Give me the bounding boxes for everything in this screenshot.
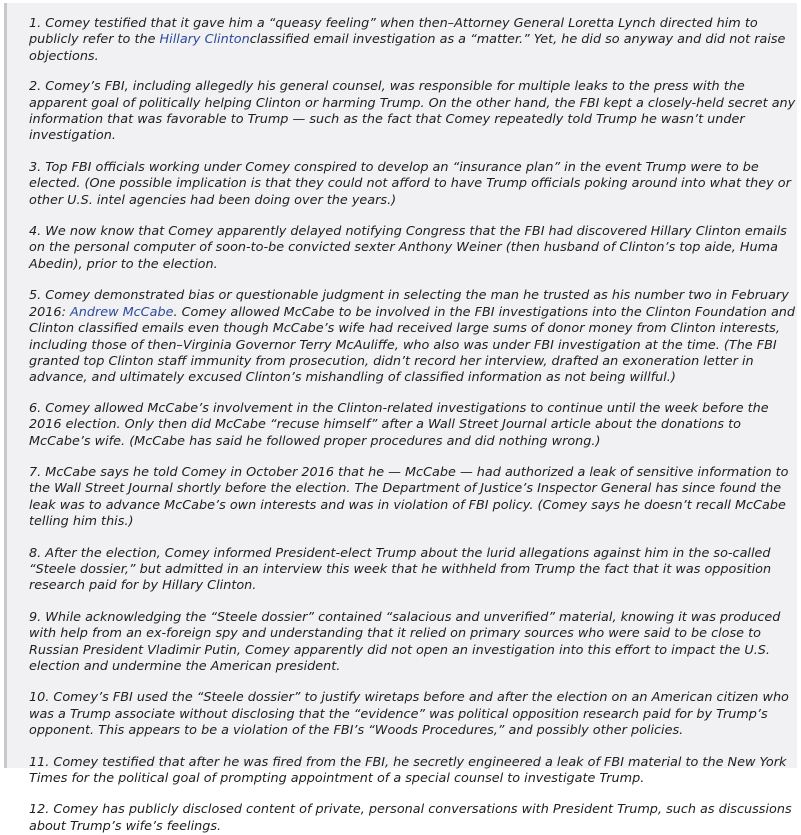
- item-text-after: . Comey allowed McCabe to be involved in the FBI investigations into the Clinton Foundation and Clinton classified emails even though McCabe’s wife had received large sums of donor money from Clinton interests, including those of then–Virginia Governor Terry McAuliffe, who also was under FBI investigation at the time. (The FBI granted top Clinton staff immunity from prosecution, didn’t record her interview, drafted an exoneration letter in advance, and ultimately excused Clinton’s mishandling of classified information as not being willful.): [29, 304, 796, 386]
- list-item-7: 7. McCabe says he told Comey in October 2016 that he — McCabe — had authorized a leak of sensitive information to the Wall Street Journal shortly before the election. The Department of Justice’s Inspector General has since found the leak was to advance McCabe’s own interests and was in violation of FBI policy. (Comey says he doesn’t recall McCabe telling him this.): [29, 464, 789, 530]
- item-text-before: 1. Comey testified that it gave him a “queasy feeling” when then–Attorney General Loretta Lynch directed him to publicly refer to the: [29, 16, 758, 48]
- list-item-6: 6. Comey allowed McCabe’s involvement in the Clinton-related investigations to continue until the week before the 2016 election. Only then did McCabe “recuse himself” after a Wall Street Journal article about the donations to McCabe’s wife. (McCabe has said he followed proper procedures and did nothing wrong.): [29, 400, 769, 449]
- item-text-before: 5. Comey demonstrated bias or questionable judgment in selecting the man he trusted as his number two in February 2016:: [29, 288, 789, 320]
- item-text-after: classified email investigation as a “matter.” Yet, he did so anyway and did not raise objections.: [29, 32, 786, 64]
- list-item-1: [29, 16, 799, 65]
- list-item-10: 10. Comey’s FBI used the “Steele dossier” to justify wiretaps before and after the election on an American citizen who was a Trump associate without disclosing that the “evidence” was political opposition research paid for by Trump’s opponent. This appears to be a violation of the FBI’s “Woods Procedures,” and possibly other policies.: [29, 690, 789, 739]
- list-item-9: 9. While acknowledging the “Steele dossier” contained “salacious and unverified” material, knowing it was produced with help from an ex-foreign spy and understanding that it relied on primary sources who were said to be close to Russian President Vladimir Putin, Comey apparently did not open an investigation into this effort to impact the U.S. election and undermine the American president.: [29, 609, 781, 674]
- list-item-11: 11. Comey testified that after he was fired from the FBI, he secretly engineered a leak of FBI material to the New York Times for the political goal of prompting appointment of a special counsel to investigate Trump.: [29, 754, 787, 787]
- numbered-list: [29, 16, 799, 835]
- list-item-5: [29, 288, 799, 386]
- list-item-12: 12. Comey has publicly disclosed content of private, personal conversations with President Trump, such as discussions about Trump’s wife’s feelings.: [29, 802, 792, 834]
- list-item-8: 8. After the election, Comey informed President-elect Trump about the lurid allegations against him in the so-called “Steele dossier,” but admitted in an interview this week that he withheld from Trump the fact that it was opposition research paid for by Hillary Clinton.: [29, 545, 772, 594]
- list-item-2: 2. Comey’s FBI, including allegedly his general counsel, was responsible for multiple leaks to the press with the apparent goal of politically helping Clinton or harming Trump. On the other hand, the FBI kept a closely-held secret any information that was favorable to Trump — such as the fact that Comey repeatedly told Trump he wasn’t under investigation.: [29, 79, 796, 144]
- list-item-4: 4. We now know that Comey apparently delayed notifying Congress that the FBI had discovered Hillary Clinton emails on the personal computer of soon-to-be convicted sexter Anthony Weiner (then husband of Clinton’s top aide, Huma Abedin), prior to the election.: [29, 224, 787, 272]
- andrew-mccabe-link[interactable]: Andrew McCabe: [69, 304, 174, 320]
- list-item-3: 3. Top FBI officials working under Comey conspired to develop an “insurance plan” in the event Trump were to be elected. (One possible implication is that they could not afford to have Trump officials poking around into what they or other U.S. intel agencies had been doing over the years.): [29, 159, 791, 208]
- quote-block: [4, 3, 797, 834]
- hillary-clinton-link[interactable]: Hillary Clinton: [159, 32, 250, 48]
